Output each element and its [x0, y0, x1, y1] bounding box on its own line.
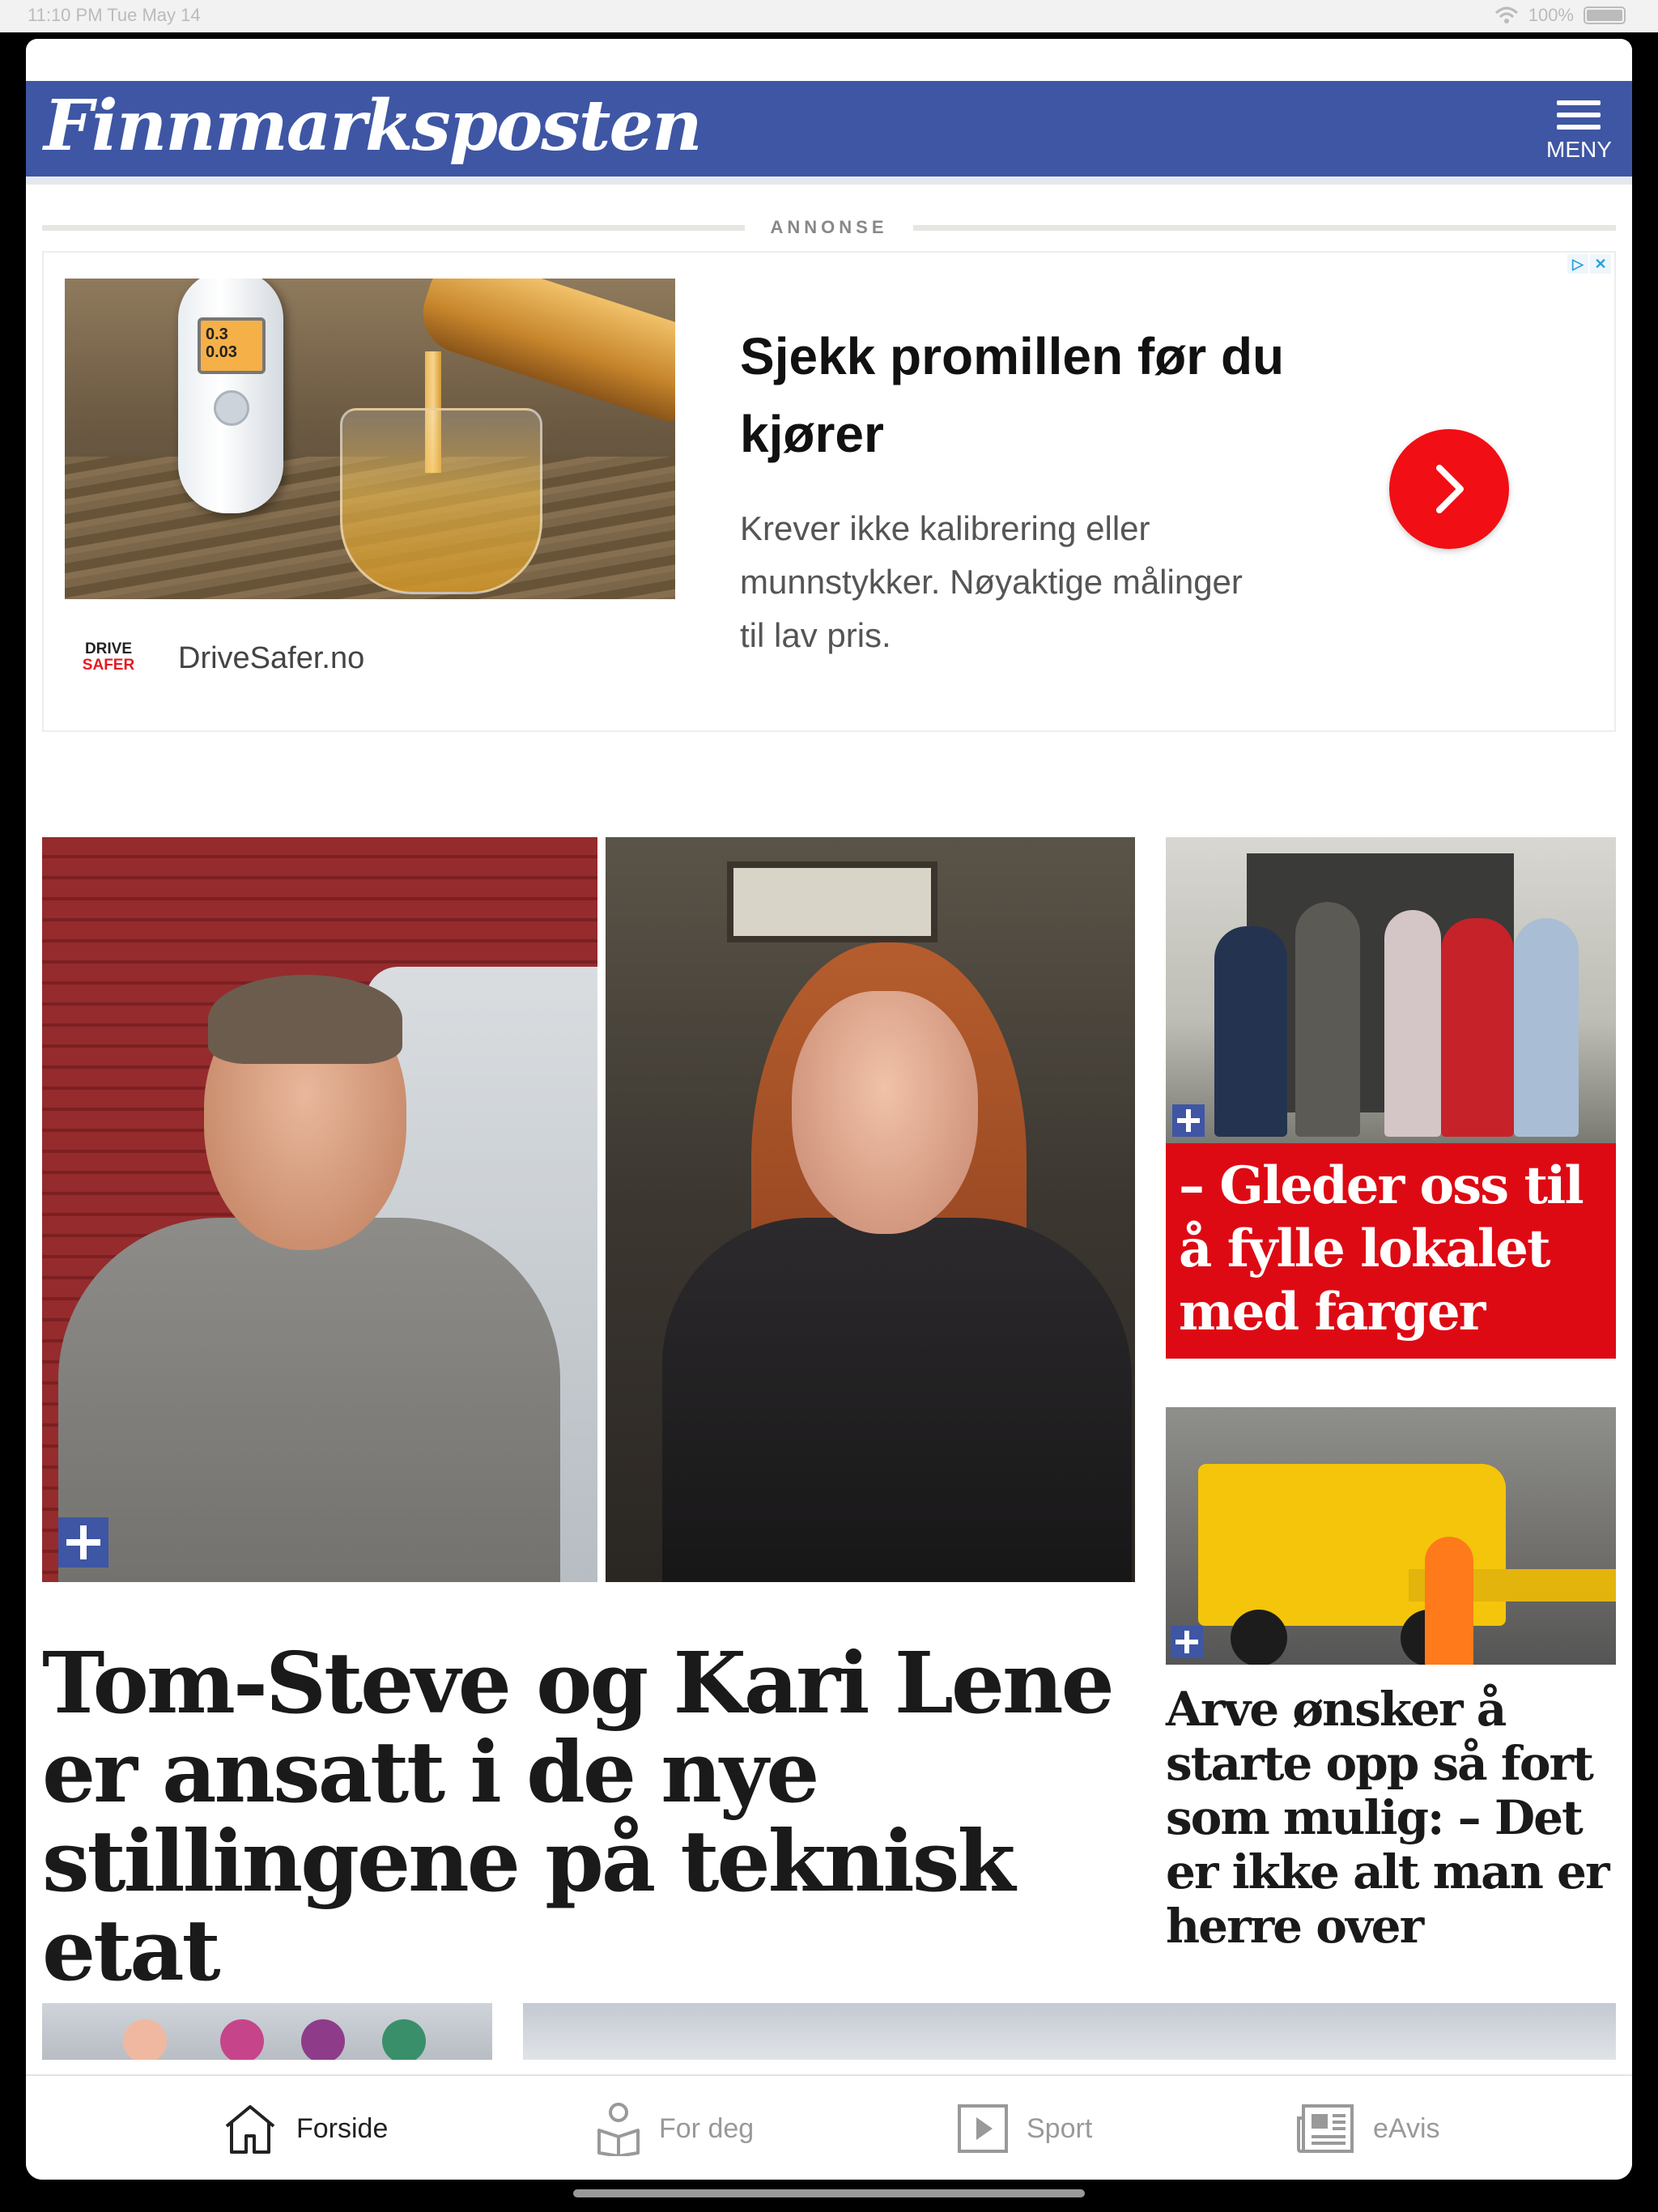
side-story-1-title[interactable]: – Gleder oss til å fylle lokalet med farger	[1166, 1143, 1616, 1359]
status-time: 11:10 PM Tue May 14	[28, 5, 201, 25]
play-icon	[957, 2104, 1009, 2154]
brand-logo-top: DRIVE	[84, 640, 133, 657]
plus-badge-icon	[58, 1517, 108, 1568]
adchoices[interactable]	[1567, 254, 1611, 274]
breathalyzer-device	[178, 279, 283, 513]
advertisement[interactable]	[42, 251, 1616, 732]
plus-badge-icon	[1172, 1104, 1205, 1137]
ad-label: ANNONSE	[770, 217, 888, 237]
battery-percent: 100%	[1528, 5, 1574, 25]
tab-for-deg[interactable]	[596, 2076, 754, 2180]
main-story-title[interactable]: Tom-Steve og Kari Lene er ansatt i de nye stillingene på teknisk etat	[42, 1633, 1112, 2000]
tab-forside-label: Forside	[296, 2112, 389, 2144]
ad-image[interactable]	[65, 279, 675, 599]
side-story-1-photo[interactable]	[1166, 837, 1616, 1143]
tab-forside[interactable]	[222, 2076, 388, 2180]
ad-close-icon[interactable]: ✕	[1590, 254, 1611, 274]
next-story-photo-1[interactable]	[42, 2003, 492, 2060]
person-book-icon	[596, 2101, 641, 2156]
newspaper-icon	[1295, 2104, 1355, 2154]
bottom-tab-bar	[26, 2074, 1632, 2180]
device-reading-2: 0.03	[206, 343, 237, 361]
next-story-photo-2[interactable]	[523, 2003, 1616, 2060]
brand-logo	[76, 641, 141, 674]
menu-label: MENY	[1546, 137, 1612, 162]
brand-logo-bottom: SAFER	[82, 657, 135, 674]
adchoices-icon[interactable]: ▷	[1567, 254, 1588, 274]
side-story-2-photo[interactable]	[1166, 1407, 1616, 1665]
main-story-photo-right[interactable]	[606, 837, 1135, 1582]
main-story-photo-left[interactable]	[42, 837, 597, 1582]
home-icon	[222, 2102, 278, 2155]
tab-for-deg-label: For deg	[659, 2112, 755, 2144]
device-reading-1: 0.3	[206, 325, 228, 343]
ad-description: Krever ikke kalibrering eller munnstykker. Nøyaktige målinger til lav pris.	[740, 509, 1243, 654]
chevron-right-icon	[1425, 462, 1473, 517]
wifi-icon	[1494, 6, 1519, 24]
tab-sport-label: Sport	[1027, 2112, 1093, 2144]
site-logo[interactable]: Finnmarksposten	[44, 85, 701, 167]
masthead	[26, 81, 1632, 177]
hamburger-icon	[1557, 100, 1601, 130]
ad-cta-button[interactable]	[1389, 429, 1509, 549]
app-sheet	[26, 39, 1632, 2180]
ad-label-row	[42, 217, 1616, 237]
battery-icon	[1584, 6, 1626, 24]
plus-badge-icon	[1171, 1626, 1203, 1658]
tab-sport[interactable]	[957, 2076, 1092, 2180]
ad-headline[interactable]: Sjekk promillen før du kjører	[740, 327, 1285, 463]
status-right	[1494, 5, 1626, 26]
tab-eavis-label: eAvis	[1373, 2112, 1440, 2144]
tab-eavis[interactable]	[1295, 2076, 1440, 2180]
brand-name: DriveSafer.no	[178, 641, 365, 675]
device-screen	[198, 317, 266, 374]
menu-button[interactable]	[1546, 100, 1611, 163]
home-indicator[interactable]	[573, 2189, 1085, 2197]
side-story-2-title[interactable]: Arve ønsker å starte opp så fort som mulig: – Det er ikke alt man er herre over	[1166, 1682, 1609, 1954]
status-bar	[0, 0, 1658, 32]
